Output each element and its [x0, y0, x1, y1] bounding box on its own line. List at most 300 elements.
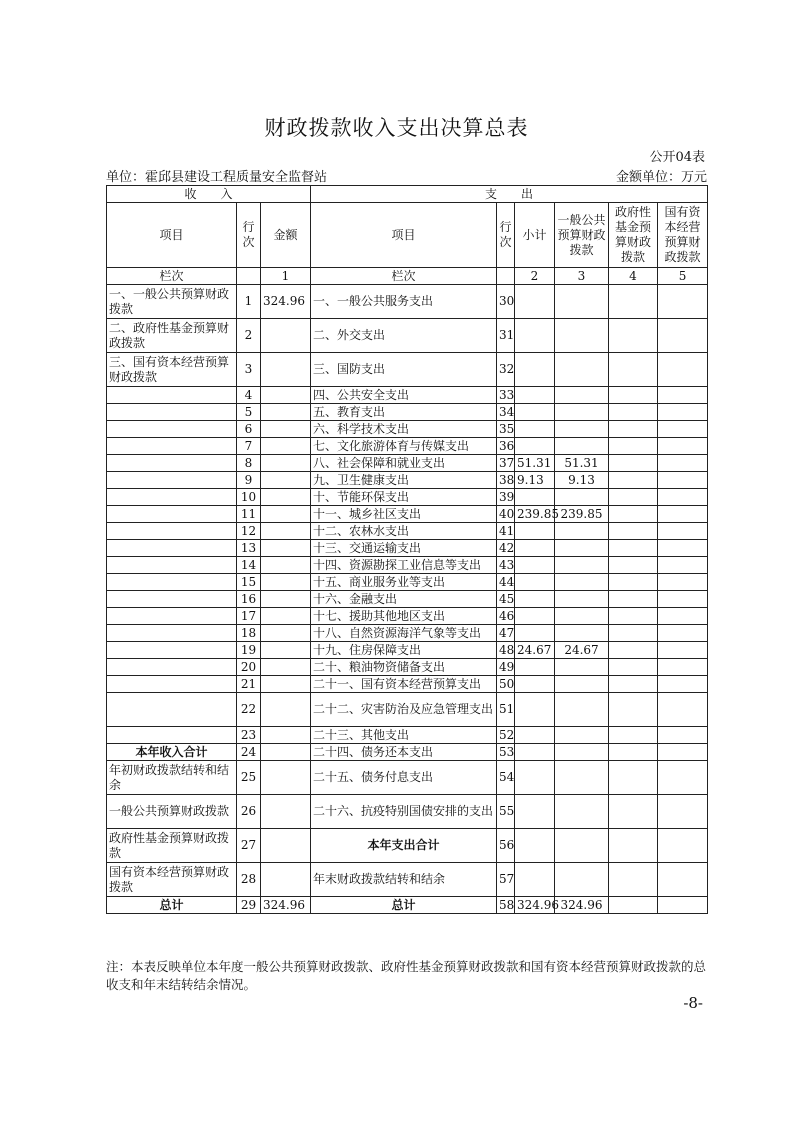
state-capital-cell	[658, 591, 708, 608]
income-item-cell	[107, 540, 237, 557]
state-capital-cell	[658, 642, 708, 659]
expense-item-cell: 本年支出合计	[311, 829, 497, 863]
expense-item-cell: 二十二、灾害防治及应急管理支出	[311, 693, 497, 727]
expense-item-cell: 二十、粮油物资储备支出	[311, 659, 497, 676]
income-amount-cell	[261, 829, 311, 863]
table-row	[107, 421, 708, 438]
gov-fund-cell	[609, 523, 658, 540]
expense-item-cell: 二十一、国有资本经营预算支出	[311, 676, 497, 693]
expense-line-cell: 33	[497, 387, 515, 404]
state-capital-cell	[658, 404, 708, 421]
income-amount-cell	[261, 863, 311, 897]
income-amount-cell	[261, 642, 311, 659]
state-capital-cell	[658, 795, 708, 829]
expense-item-cell: 十四、资源勘探工业信息等支出	[311, 557, 497, 574]
income-line-cell: 6	[237, 421, 261, 438]
col-index-2: 2	[515, 268, 555, 285]
table-row	[107, 625, 708, 642]
income-amount-cell	[261, 744, 311, 761]
table-body	[107, 285, 708, 914]
expense-item-cell: 十三、交通运输支出	[311, 540, 497, 557]
table-row	[107, 540, 708, 557]
expense-line-cell: 38	[497, 472, 515, 489]
income-item-cell	[107, 557, 237, 574]
general-budget-cell	[555, 676, 609, 693]
income-line-cell: 20	[237, 659, 261, 676]
subtotal-cell	[515, 863, 555, 897]
income-item-cell: 政府性基金预算财政拨款	[107, 829, 237, 863]
income-amount-cell	[261, 319, 311, 353]
expense-line-cell: 45	[497, 591, 515, 608]
col-index-3: 3	[555, 268, 609, 285]
income-line-cell: 7	[237, 438, 261, 455]
expense-line-cell: 32	[497, 353, 515, 387]
subtotal-cell	[515, 557, 555, 574]
expense-item-cell: 十二、农林水支出	[311, 523, 497, 540]
expense-item-cell: 十一、城乡社区支出	[311, 506, 497, 523]
gov-fund-cell	[609, 455, 658, 472]
general-budget-cell	[555, 761, 609, 795]
gov-fund-cell	[609, 591, 658, 608]
gov-fund-cell	[609, 761, 658, 795]
expense-line-cell: 53	[497, 744, 515, 761]
table-row	[107, 285, 708, 319]
general-budget-cell	[555, 489, 609, 506]
income-amount-cell	[261, 540, 311, 557]
general-budget-cell	[555, 421, 609, 438]
income-amount-cell	[261, 387, 311, 404]
col-index-blank	[237, 268, 261, 285]
expense-group-header: 支 出	[311, 186, 708, 203]
state-capital-cell	[658, 744, 708, 761]
state-capital-cell	[658, 421, 708, 438]
expense-line-cell: 48	[497, 642, 515, 659]
expense-item-cell: 十七、援助其他地区支出	[311, 608, 497, 625]
state-capital-cell	[658, 472, 708, 489]
state-capital-cell	[658, 829, 708, 863]
gov-fund-cell	[609, 421, 658, 438]
table-row	[107, 591, 708, 608]
footnote: 注：本表反映单位本年度一般公共预算财政拨款、政府性基金预算财政拨款和国有资本经营预算财政拨款的总收支和年末结转结余情况。	[106, 959, 707, 992]
subtotal-cell: 9.13	[515, 472, 555, 489]
income-amount-cell: 324.96	[261, 897, 311, 914]
income-item-cell	[107, 455, 237, 472]
income-amount-cell	[261, 591, 311, 608]
expense-item-cell: 九、卫生健康支出	[311, 472, 497, 489]
expense-line-cell: 50	[497, 676, 515, 693]
unit-label: 单位：霍邱县建设工程质量安全监督站	[106, 170, 328, 185]
table-row	[107, 744, 708, 761]
income-line-cell: 12	[237, 523, 261, 540]
expense-line-cell: 35	[497, 421, 515, 438]
table-row	[107, 863, 708, 897]
income-amount-cell	[261, 489, 311, 506]
gov-fund-cell	[609, 387, 658, 404]
table-row	[107, 455, 708, 472]
general-budget-cell	[555, 591, 609, 608]
expense-item-cell: 总计	[311, 897, 497, 914]
expense-item-cell: 年末财政拨款结转和结余	[311, 863, 497, 897]
expense-item-cell: 八、社会保障和就业支出	[311, 455, 497, 472]
income-item-cell	[107, 727, 237, 744]
subtotal-cell	[515, 404, 555, 421]
state-capital-cell	[658, 659, 708, 676]
income-item-cell	[107, 591, 237, 608]
income-amount-cell	[261, 404, 311, 421]
general-budget-cell	[555, 387, 609, 404]
income-item-cell	[107, 693, 237, 727]
state-capital-cell	[658, 557, 708, 574]
general-budget-cell	[555, 744, 609, 761]
subtotal-cell	[515, 285, 555, 319]
col-index-exp-label: 栏次	[311, 268, 497, 285]
expense-line-cell: 41	[497, 523, 515, 540]
general-budget-cell	[555, 523, 609, 540]
expense-item-cell: 二十六、抗疫特别国债安排的支出	[311, 795, 497, 829]
table-row	[107, 523, 708, 540]
subtotal-cell	[515, 727, 555, 744]
income-line-cell: 9	[237, 472, 261, 489]
expense-item-cell: 十六、金融支出	[311, 591, 497, 608]
expense-item-cell: 七、文化旅游体育与传媒支出	[311, 438, 497, 455]
table-row	[107, 795, 708, 829]
income-amount-cell	[261, 455, 311, 472]
income-line-cell: 15	[237, 574, 261, 591]
general-budget-header: 一般公共预算财政拨款	[555, 203, 609, 268]
table-row	[107, 472, 708, 489]
expense-item-cell: 二十四、债务还本支出	[311, 744, 497, 761]
general-budget-cell	[555, 727, 609, 744]
form-code: 公开04表	[649, 150, 705, 165]
income-item-cell	[107, 574, 237, 591]
income-line-cell: 19	[237, 642, 261, 659]
expense-line-cell: 44	[497, 574, 515, 591]
page-title: 财政拨款收入支出决算总表	[264, 116, 529, 140]
subtotal-cell	[515, 591, 555, 608]
state-capital-cell	[658, 863, 708, 897]
gov-fund-cell	[609, 489, 658, 506]
table-row	[107, 506, 708, 523]
general-budget-cell	[555, 693, 609, 727]
gov-fund-cell	[609, 727, 658, 744]
expense-item-cell: 五、教育支出	[311, 404, 497, 421]
subtotal-cell	[515, 761, 555, 795]
income-amount-header: 金额	[261, 203, 311, 268]
expense-item-cell: 一、一般公共服务支出	[311, 285, 497, 319]
expense-item-header: 项目	[311, 203, 497, 268]
expense-line-cell: 34	[497, 404, 515, 421]
income-amount-cell: 324.96	[261, 285, 311, 319]
gov-fund-cell	[609, 795, 658, 829]
unit-line	[106, 166, 707, 185]
income-line-cell: 17	[237, 608, 261, 625]
income-item-cell	[107, 642, 237, 659]
income-line-cell: 1	[237, 285, 261, 319]
table-row	[107, 897, 708, 914]
gov-fund-cell	[609, 744, 658, 761]
table-row	[107, 319, 708, 353]
general-budget-cell: 239.85	[555, 506, 609, 523]
subtotal-cell	[515, 489, 555, 506]
gov-fund-cell	[609, 404, 658, 421]
income-line-cell: 3	[237, 353, 261, 387]
income-amount-cell	[261, 659, 311, 676]
gov-fund-cell	[609, 353, 658, 387]
income-line-cell: 25	[237, 761, 261, 795]
income-amount-cell	[261, 761, 311, 795]
general-budget-cell: 9.13	[555, 472, 609, 489]
income-amount-cell	[261, 353, 311, 387]
gov-fund-cell	[609, 472, 658, 489]
general-budget-cell	[555, 829, 609, 863]
table-row	[107, 557, 708, 574]
gov-fund-cell	[609, 625, 658, 642]
expense-line-cell: 30	[497, 285, 515, 319]
state-capital-cell	[658, 676, 708, 693]
expense-line-cell: 37	[497, 455, 515, 472]
income-item-cell: 国有资本经营预算财政拨款	[107, 863, 237, 897]
income-item-cell	[107, 472, 237, 489]
expense-item-cell: 二、外交支出	[311, 319, 497, 353]
income-item-cell	[107, 523, 237, 540]
expense-item-cell: 二十三、其他支出	[311, 727, 497, 744]
income-line-cell: 29	[237, 897, 261, 914]
state-capital-cell	[658, 387, 708, 404]
subtotal-cell: 51.31	[515, 455, 555, 472]
gov-fund-cell	[609, 540, 658, 557]
subtotal-cell	[515, 438, 555, 455]
subtotal-cell	[515, 608, 555, 625]
expense-line-cell: 39	[497, 489, 515, 506]
gov-fund-cell	[609, 676, 658, 693]
general-budget-cell	[555, 557, 609, 574]
state-capital-cell	[658, 353, 708, 387]
income-item-cell: 年初财政拨款结转和结余	[107, 761, 237, 795]
expense-item-cell: 二十五、债务付息支出	[311, 761, 497, 795]
expense-item-cell: 六、科学技术支出	[311, 421, 497, 438]
expense-line-cell: 31	[497, 319, 515, 353]
table-row	[107, 387, 708, 404]
gov-fund-cell	[609, 608, 658, 625]
gov-fund-cell	[609, 319, 658, 353]
subtotal-cell	[515, 795, 555, 829]
state-capital-cell	[658, 489, 708, 506]
income-amount-cell	[261, 421, 311, 438]
income-amount-cell	[261, 557, 311, 574]
table-row	[107, 829, 708, 863]
income-line-cell: 8	[237, 455, 261, 472]
expense-item-cell: 十九、住房保障支出	[311, 642, 497, 659]
table-row	[107, 676, 708, 693]
general-budget-cell: 24.67	[555, 642, 609, 659]
subtotal-cell: 239.85	[515, 506, 555, 523]
gov-fund-cell	[609, 574, 658, 591]
state-capital-cell	[658, 608, 708, 625]
expense-line-cell: 43	[497, 557, 515, 574]
expense-line-cell: 57	[497, 863, 515, 897]
income-amount-cell	[261, 438, 311, 455]
general-budget-cell	[555, 285, 609, 319]
table-row	[107, 727, 708, 744]
expense-line-cell: 42	[497, 540, 515, 557]
state-capital-cell	[658, 319, 708, 353]
subtotal-cell	[515, 744, 555, 761]
income-amount-cell	[261, 727, 311, 744]
expense-item-cell: 十五、商业服务业等支出	[311, 574, 497, 591]
income-line-cell: 13	[237, 540, 261, 557]
general-budget-cell	[555, 574, 609, 591]
income-item-cell	[107, 421, 237, 438]
state-capital-cell	[658, 540, 708, 557]
income-line-cell: 4	[237, 387, 261, 404]
income-group-header: 收 入	[107, 186, 311, 203]
state-capital-cell	[658, 693, 708, 727]
subtotal-cell	[515, 387, 555, 404]
income-item-header: 项目	[107, 203, 237, 268]
gov-fund-cell	[609, 659, 658, 676]
subtotal-cell	[515, 625, 555, 642]
income-amount-cell	[261, 506, 311, 523]
table-row	[107, 608, 708, 625]
subtotal-cell	[515, 693, 555, 727]
subtotal-cell	[515, 676, 555, 693]
subtotal-cell	[515, 574, 555, 591]
state-capital-cell	[658, 285, 708, 319]
gov-fund-cell	[609, 829, 658, 863]
subtotal-cell	[515, 319, 555, 353]
income-line-cell: 18	[237, 625, 261, 642]
income-line-cell: 27	[237, 829, 261, 863]
income-item-cell	[107, 659, 237, 676]
income-item-cell: 本年收入合计	[107, 744, 237, 761]
expense-line-cell: 58	[497, 897, 515, 914]
income-line-cell: 23	[237, 727, 261, 744]
expense-item-cell: 四、公共安全支出	[311, 387, 497, 404]
col-index-exp-blank	[497, 268, 515, 285]
state-capital-cell	[658, 523, 708, 540]
income-item-cell	[107, 489, 237, 506]
income-line-cell: 28	[237, 863, 261, 897]
income-line-header: 行次	[237, 203, 261, 268]
income-amount-cell	[261, 795, 311, 829]
expense-line-cell: 36	[497, 438, 515, 455]
general-budget-cell	[555, 540, 609, 557]
expense-line-header: 行次	[497, 203, 515, 268]
income-item-cell	[107, 438, 237, 455]
expense-line-cell: 56	[497, 829, 515, 863]
table-row	[107, 353, 708, 387]
table-row	[107, 489, 708, 506]
income-line-cell: 11	[237, 506, 261, 523]
general-budget-cell: 51.31	[555, 455, 609, 472]
general-budget-cell	[555, 795, 609, 829]
subtotal-header: 小计	[515, 203, 555, 268]
page-number: -8-	[683, 994, 703, 1012]
table-row	[107, 659, 708, 676]
gov-fund-cell	[609, 506, 658, 523]
subtotal-cell	[515, 659, 555, 676]
table-row	[107, 761, 708, 795]
income-amount-cell	[261, 523, 311, 540]
table-row	[107, 438, 708, 455]
expense-line-cell: 49	[497, 659, 515, 676]
income-item-cell: 一、一般公共预算财政拨款	[107, 285, 237, 319]
income-line-cell: 14	[237, 557, 261, 574]
gov-fund-cell	[609, 897, 658, 914]
col-index-1: 1	[261, 268, 311, 285]
expense-line-cell: 51	[497, 693, 515, 727]
income-line-cell: 21	[237, 676, 261, 693]
gov-fund-cell	[609, 863, 658, 897]
income-amount-cell	[261, 574, 311, 591]
budget-table	[106, 185, 708, 914]
general-budget-cell	[555, 608, 609, 625]
general-budget-cell	[555, 863, 609, 897]
expense-item-cell: 三、国防支出	[311, 353, 497, 387]
state-capital-cell	[658, 727, 708, 744]
income-item-cell: 二、政府性基金预算财政拨款	[107, 319, 237, 353]
subtotal-cell: 324.96	[515, 897, 555, 914]
expense-item-cell: 十、节能环保支出	[311, 489, 497, 506]
general-budget-cell	[555, 625, 609, 642]
expense-line-cell: 54	[497, 761, 515, 795]
income-item-cell: 三、国有资本经营预算财政拨款	[107, 353, 237, 387]
general-budget-cell	[555, 438, 609, 455]
expense-line-cell: 55	[497, 795, 515, 829]
gov-fund-cell	[609, 642, 658, 659]
expense-line-cell: 47	[497, 625, 515, 642]
income-line-cell: 24	[237, 744, 261, 761]
state-capital-cell	[658, 438, 708, 455]
income-item-cell	[107, 676, 237, 693]
table-row	[107, 574, 708, 591]
income-amount-cell	[261, 693, 311, 727]
income-line-cell: 26	[237, 795, 261, 829]
gov-fund-cell	[609, 285, 658, 319]
gov-fund-cell	[609, 557, 658, 574]
income-item-cell	[107, 608, 237, 625]
income-line-cell: 16	[237, 591, 261, 608]
income-item-cell	[107, 387, 237, 404]
state-capital-cell	[658, 574, 708, 591]
state-capital-cell	[658, 455, 708, 472]
gov-fund-cell	[609, 693, 658, 727]
income-amount-cell	[261, 472, 311, 489]
general-budget-cell	[555, 353, 609, 387]
general-budget-cell	[555, 659, 609, 676]
expense-line-cell: 52	[497, 727, 515, 744]
subtotal-cell: 24.67	[515, 642, 555, 659]
currency-label: 金额单位：万元	[615, 170, 707, 185]
income-line-cell: 2	[237, 319, 261, 353]
expense-line-cell: 40	[497, 506, 515, 523]
income-line-cell: 5	[237, 404, 261, 421]
income-line-cell: 22	[237, 693, 261, 727]
state-capital-cell	[658, 761, 708, 795]
table-row	[107, 404, 708, 421]
subtotal-cell	[515, 523, 555, 540]
state-capital-cell	[658, 506, 708, 523]
col-index-4: 4	[609, 268, 658, 285]
col-index-5: 5	[658, 268, 708, 285]
subtotal-cell	[515, 829, 555, 863]
income-amount-cell	[261, 625, 311, 642]
subtotal-cell	[515, 353, 555, 387]
state-capital-cell	[658, 897, 708, 914]
income-item-cell	[107, 506, 237, 523]
general-budget-cell	[555, 404, 609, 421]
state-capital-cell	[658, 625, 708, 642]
